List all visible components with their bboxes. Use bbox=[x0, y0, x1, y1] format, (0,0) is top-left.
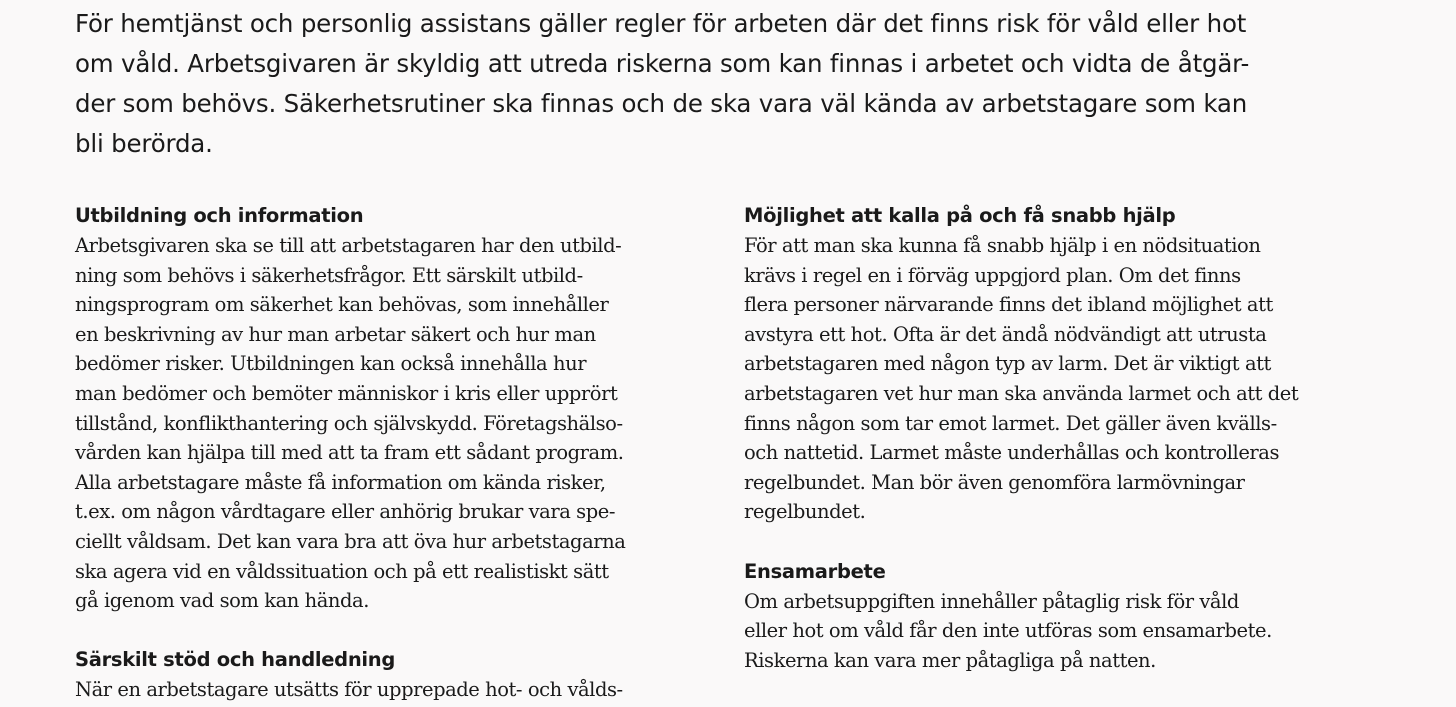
section-heading: Ensamarbete bbox=[744, 559, 886, 583]
body-line: ciellt våldsam. Det kan vara bra att öva hur arbetstagarna bbox=[75, 529, 626, 553]
section-heading: Möjlighet att kalla på och få snabb hjälp bbox=[744, 204, 1176, 227]
body-line: krävs i regel en i förväg uppgjord plan. Om det finns bbox=[744, 263, 1241, 287]
section-working-alone bbox=[744, 557, 1404, 676]
body-line: För att man ska kunna få snabb hjälp i en nödsituation bbox=[744, 234, 1261, 257]
body-line: en beskrivning av hur man arbetar säkert och hur man bbox=[75, 322, 596, 346]
body-line: Alla arbetstagare måste få information om kända risker, bbox=[75, 470, 606, 494]
section-spacer bbox=[744, 527, 1404, 557]
body-line: finns någon som tar emot larmet. Det gäller även kvälls- bbox=[744, 411, 1277, 435]
section-spacer bbox=[75, 616, 725, 646]
body-line: Om arbetsuppgiften innehåller påtaglig risk för våld bbox=[744, 589, 1239, 613]
body-line: ningsprogram om säkerhet kan behövas, som innehåller bbox=[75, 293, 609, 317]
intro-line: der som behövs. Säkerhetsrutiner ska finnas och de ska vara väl kända av arbetstagare som kan bbox=[75, 89, 1248, 118]
body-line: bedömer risker. Utbildningen kan också innehålla hur bbox=[75, 352, 587, 376]
intro-line: För hemtjänst och personlig assistans gäller regler för arbeten där det finns risk för våld eller hot bbox=[75, 9, 1247, 38]
body-line: arbetstagaren med någon typ av larm. Det är viktigt att bbox=[744, 352, 1271, 376]
body-line: regelbundet. bbox=[744, 500, 866, 524]
body-line: arbetstagaren vet hur man ska använda larmet och att det bbox=[744, 381, 1299, 405]
body-line: flera personer närvarande finns det ibland möjlighet att bbox=[744, 293, 1273, 317]
body-line: Riskerna kan vara mer påtagliga på natten. bbox=[744, 648, 1156, 672]
body-line: vården kan hjälpa till med att ta fram ett sådant program. bbox=[75, 441, 624, 465]
body-line: eller hot om våld får den inte utföras som ensamarbete. bbox=[744, 619, 1272, 643]
section-heading: Särskilt stöd och handledning bbox=[75, 648, 396, 672]
right-column bbox=[744, 201, 1404, 675]
body-line: avstyra ett hot. Ofta är det ändå nödvändigt att utrusta bbox=[744, 322, 1267, 346]
left-column bbox=[75, 201, 725, 705]
body-line: gå igenom vad som kan hända. bbox=[75, 589, 369, 613]
body-line: och nattetid. Larmet måste underhållas och kontrolleras bbox=[744, 441, 1280, 465]
intro-line: bli berörda. bbox=[75, 129, 213, 158]
body-line: tillstånd, konflikthantering och självskydd. Företagshälso- bbox=[75, 411, 623, 435]
body-line: man bedömer och bemöter människor i kris eller upprört bbox=[75, 381, 618, 405]
intro-line: om våld. Arbetsgivaren är skyldig att utreda riskerna som kan finnas i arbetet och vidta de åtgär- bbox=[75, 49, 1250, 78]
section-support bbox=[75, 645, 725, 705]
section-heading: Utbildning och information bbox=[75, 204, 364, 227]
body-line: När en arbetstagare utsätts för upprepade hot- och vålds- bbox=[75, 678, 623, 702]
body-line: regelbundet. Man bör även genomföra larmövningar bbox=[744, 470, 1245, 494]
body-line: t.ex. om någon vårdtagare eller anhörig brukar vara spe- bbox=[75, 500, 615, 524]
body-line: ska agera vid en våldssituation och på ett realistiskt sätt bbox=[75, 559, 609, 583]
section-quick-help bbox=[744, 201, 1404, 527]
body-line: Arbetsgivaren ska se till att arbetstagaren har den utbild- bbox=[75, 234, 622, 257]
body-line: ning som behövs i säkerhetsfrågor. Ett särskilt utbild- bbox=[75, 263, 583, 287]
section-training bbox=[75, 201, 725, 616]
intro-paragraph bbox=[75, 4, 1249, 164]
